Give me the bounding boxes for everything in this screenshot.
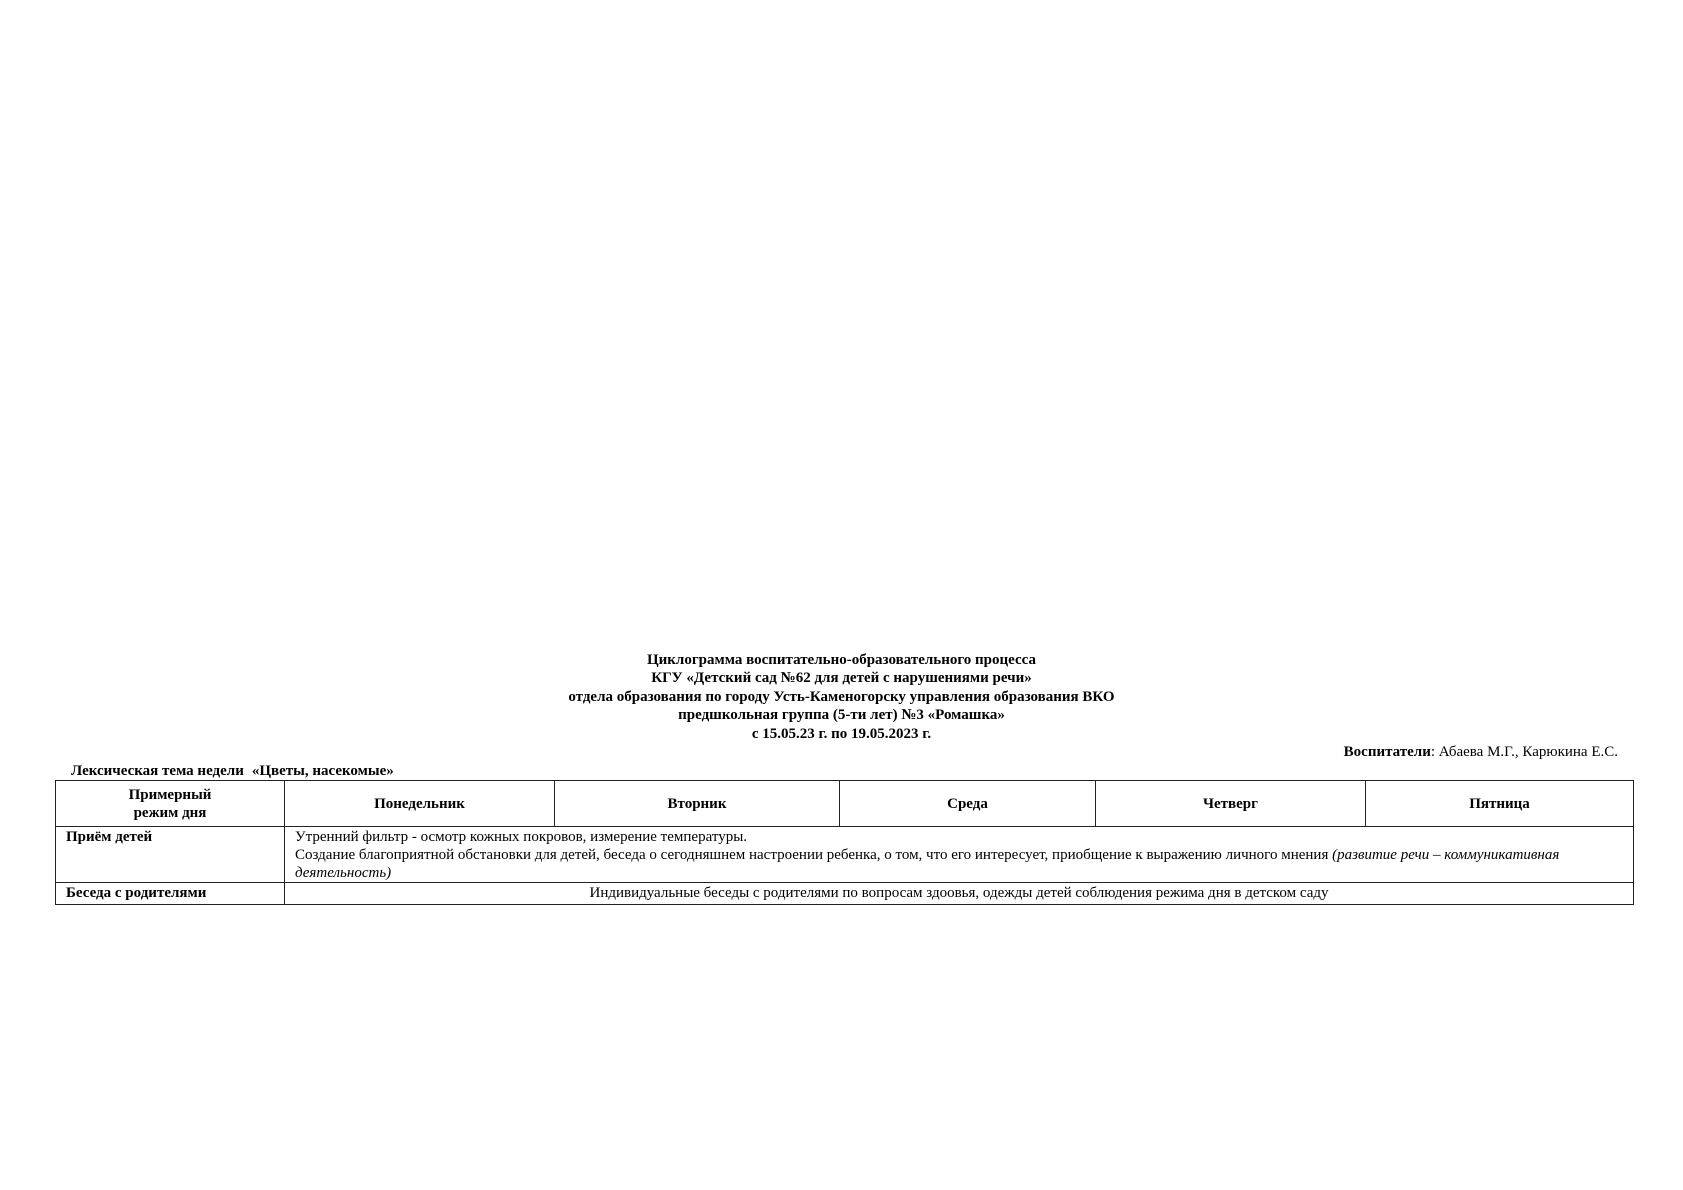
row-label-parents: Беседа с родителями [56,883,285,905]
column-header-wednesday: Среда [840,781,1096,827]
header-department: отдела образования по городу Усть-Каменогорску управления образования ВКО [568,688,1115,705]
reception-line2-italic: (развитие речи – коммуникативная деятельность) [295,847,1560,881]
weekly-theme [71,762,394,780]
document-header [0,651,1683,743]
table-row [56,883,1634,905]
table-header-row [56,781,1634,827]
reception-line2-text: Создание благоприятной обстановки для детей, беседа о сегодняшнем настроении ребенка, о том, что его интересует, приобщение к выражению личного мнения [295,847,1333,863]
header-dates: с 15.05.23 г. по 19.05.2023 г. [751,725,932,742]
column-header-thursday: Четверг [1096,781,1366,827]
reception-cell [285,827,1634,883]
row-label-reception: Приём детей [56,827,285,883]
column-header-mode [56,781,285,827]
column-header-monday: Понедельник [285,781,555,827]
column-header-mode-line2: режим дня [133,804,207,821]
educators-names: : Абаева М.Г., Карюкина Е.С. [1430,744,1618,760]
weekly-theme-value: «Цветы, насекомые» [251,763,394,779]
column-header-mode-line1: Примерный [128,786,212,803]
column-header-friday: Пятница [1366,781,1634,827]
header-title: Циклограмма воспитательно-образовательного процесса [646,652,1036,668]
reception-line1: Утренний фильтр - осмотр кожных покровов, измерение температуры. [295,829,748,845]
educators-label: Воспитатели [1343,744,1431,760]
weekly-theme-label: Лексическая тема недели [71,763,244,779]
parents-cell: Индивидуальные беседы с родителями по вопросам здоовья, одежды детей соблюдения режима дня в детском саду [285,883,1634,905]
column-header-tuesday: Вторник [555,781,840,827]
educators-line [1344,743,1618,761]
schedule-table [55,780,1634,905]
header-group: предшкольная группа (5-ти лет) №3 «Ромашка» [678,707,1005,724]
reception-line2 [295,846,1623,882]
header-institution: КГУ «Детский сад №62 для детей с нарушениями речи» [651,670,1032,687]
table-row [56,827,1634,883]
